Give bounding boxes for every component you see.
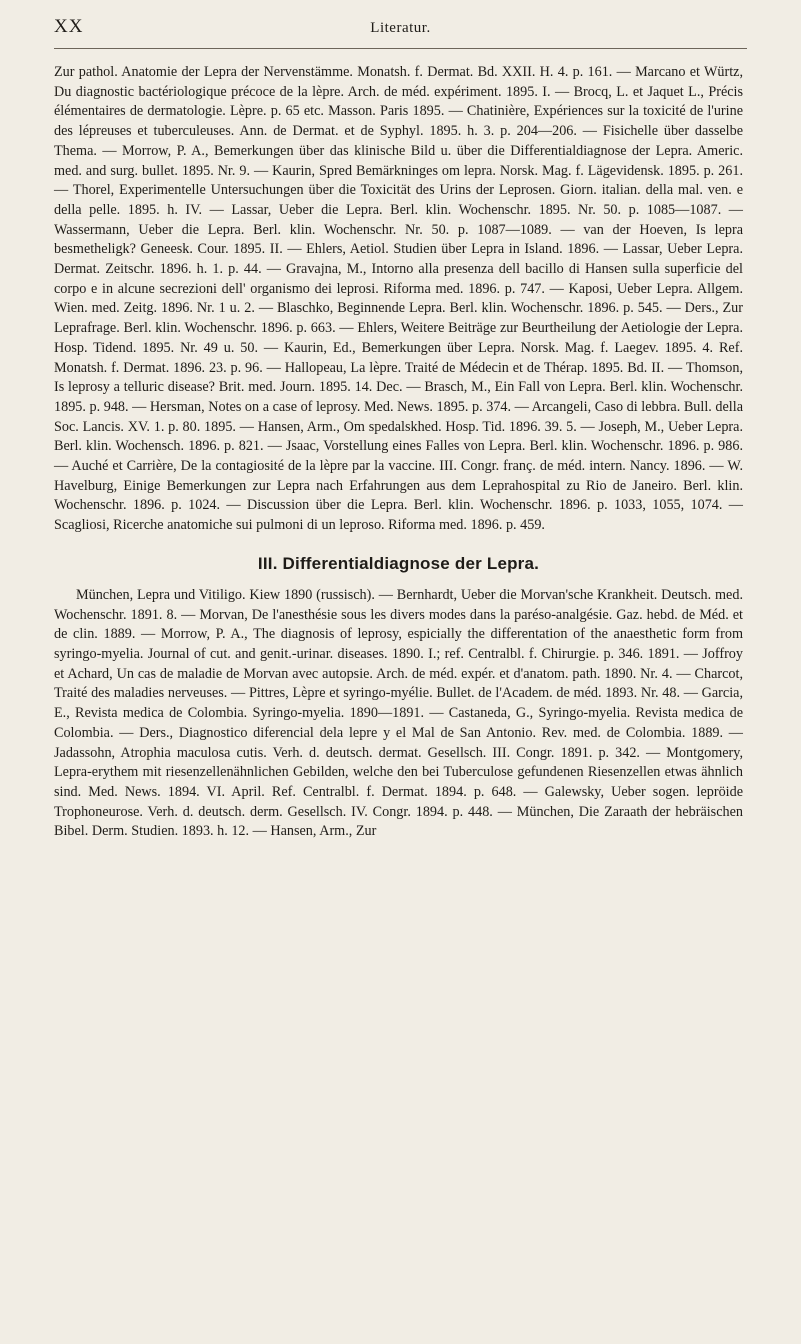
page-header [54,14,747,49]
running-head: Literatur. [370,20,431,36]
bibliography-paragraph-differentialdiagnose: München, Lepra und Vitiligo. Kiew 1890 (russisch). — Bernhardt, Ueber die Morvan'sche Krankheit. Deutsch. med. Wochenschr. 1891. 8. — Morvan, De l'anesthésie sous les divers modes dans la paréso-analgésie. Gaz. hebd. de Méd. et de clin. 1889. — Morrow, P. A., The diagnosis of leprosy, espicially the differentation of the anaesthetic form from syringo-myelia. Journal of cut. and genit.-urinar. diseases. 1890. I.; ref. Centralbl. f. Chirurgie. p. 346. 1891. — Joffroy et Achard, Un cas de maladie de Morvan avec autopsie. Arch. de méd. expér. et d'anatom. path. 1890. Nr. 4. — Charcot, Traité des maladies nerveuses. — Pittres, Lèpre et syringo-myélie. Bullet. de l'Academ. de méd. 1893. Nr. 48. — Garcia, E., Revista medica de Colombia. Syringo-myelia. 1890—1891. — Castaneda, G., Syringo-myelia. Revista medica de Colombia. — Ders., Diagnostico diferencial dela lepre y el Mal de San Antonio. Rev. med. de Colombia. 1889. — Jadassohn, Atrophia maculosa cutis. Verh. d. deutsch. dermat. Gesellsch. III. Congr. 1891. p. 342. — Montgomery, Lepra-erythem mit riesenzellenähnlichen Gebilden, welche den bei Tuberculose gefundenen Riesenzellen etwas ähnlich sind. Med. News. 1894. VI. April. Ref. Centralbl. f. Dermat. 1894. p. 648. — Galewsky, Ueber sogen. lepröide Trophoneurose. Verh. d. deutsch. derm. Gesellsch. IV. Congr. 1894. p. 448. — München, Die Zaraath der hebräischen Bibel. Derm. Studien. 1893. h. 12. — Hansen, Arm., Zur [54,586,743,840]
page-number: XX [54,16,84,37]
section-heading: III. Differentialdiagnose der Lepra. [257,553,540,573]
bibliography-paragraph-lepra: Zur pathol. Anatomie der Lepra der Nervenstämme. Monatsh. f. Dermat. Bd. XXII. H. 4. p. 161. — Marcano et Würtz, Du diagnostic bactériologique précoce de la lèpre. Arch. de méd. expériment. 1895. I. — Brocq, L. et Jaquet L., Précis élémentaires de dermatologie. Lèpre. p. 65 etc. Masson. Paris 1895. — Chatinière, Expériences sur la toxicité de l'urine des lépreuses et tuberculeuses. Ann. de Dermat. et de Syphyl. 1895. h. 3. p. 204—206. — Fisichelle über dasselbe Thema. — Morrow, P. A., Bemerkungen über das klinische Bild u. über die Differentialdiagnose der Lepra. Americ. med. and surg. bullet. 1895. Nr. 9. — Kaurin, Spred Bemärkninges om lepra. Norsk. Mag. f. Lägevidensk. 1895. p. 261. — Thorel, Experimentelle Untersuchungen über die Toxicität des Urins der Leprosen. Giorn. italian. della mal. ven. e della pelle. 1895. h. IV. — Lassar, Ueber die Lepra. Berl. klin. Wochenschr. 1895. Nr. 50. p. 1085—1087. — Wassermann, Ueber die Lepra. Berl. klin. Wochenschr. Nr. 50. p. 1087—1089. — van der Hoeven, Is lepra besmetheligk? Geneesk. Cour. 1895. II. — Ehlers, Aetiol. Studien über Lepra in Island. 1896. — Lassar, Ueber Lepra. Dermat. Zeitschr. 1896. h. 1. p. 44. — Gravajna, M., Intorno alla presenza dell bacillo di Hansen sulla superficie del corpo e in alcune secrezioni dell' organismo dei leprosi. Riforma med. 1896. p. 747. — Kaposi, Ueber Lepra. Allgem. Wien. med. Zeitg. 1896. Nr. 1 u. 2. — Blaschko, Beginnende Lepra. Berl. klin. Wochenschr. 1896. p. 545. — Ders., Zur Leprafrage. Berl. klin. Wochenschr. 1896. p. 663. — Ehlers, Weitere Beiträge zur Beurtheilung der Aetiologie der Lepra. Hosp. Tidend. 1895. Nr. 49 u. 50. — Kaurin, Ed., Bemerkungen über Lepra. Norsk. Mag. f. Laegev. 1895. 4. Ref. Monatsh. f. Dermat. 1896. 23. p. 96. — Hallopeau, La lèpre. Traité de Médecin et de Thérap. 1895. Bd. II. — Thomson, Is leprosy a telluric disease? Brit. med. Journ. 1895. 14. Dec. — Brasch, M., Ein Fall von Lepra. Berl. klin. Wochenschr. 1895. p. 948. — Hersman, Notes on a case of leprosy. Med. News. 1895. p. 374. — Arcangeli, Caso di lebbra. Bull. della Soc. Lancis. XV. 1. p. 80. 1895. — Hansen, Arm., Om spedalskhed. Hosp. Tid. 1896. 39. 5. — Joseph, M., Ueber Lepra. Berl. klin. Wochensch. 1896. p. 821. — Jsaac, Vorstellung eines Falles von Lepra. Berl. klin. Wochenschr. 1896. p. 986. — Auché et Carrière, De la contagiosité de la lèpre par la vaccine. III. Congr. franç. de méd. intern. Nancy. 1896. — W. Havelburg, Einige Bemerkungen zur Lepra nach Erfahrungen aus dem Leprahospital zu Rio de Janeiro. Berl. klin. Wochenschr. 1896. p. 1024. — Discussion über die Lepra. Berl. klin. Wochenschr. 1896. p. 1033, 1055, 1074. — Scagliosi, Ricerche anatomiche sui pulmoni di un leproso. Riforma med. 1896. p. 459. [54,64,743,534]
